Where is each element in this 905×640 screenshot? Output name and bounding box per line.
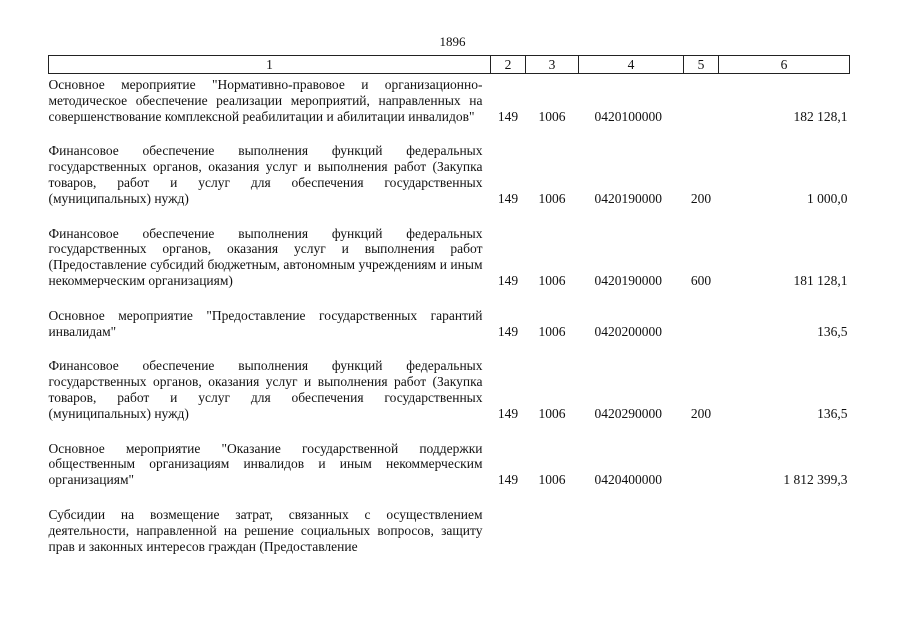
target-article-code: 0420400000 [594,472,662,488]
section-code [526,507,579,573]
ministry-code: 149 [497,272,519,288]
target-article-code: 0420100000 [594,108,662,124]
expense-type-code [684,308,719,359]
row-description: Финансовое обеспечение выполнения функций федеральных государственных органов, оказания услуг и выполнения работ (Предоставление субсидий бюджетным, автономным учреждениям и иным некоммерческим организациям) [48,225,483,288]
column-header-2: 2 [491,56,526,74]
column-header-3: 3 [526,56,579,74]
amount: 136,5 [817,323,848,339]
ministry-code: 149 [497,190,519,206]
section-code: 1006 [538,323,566,339]
table-row [49,507,850,573]
target-article-code: 0420190000 [594,190,662,206]
ministry-code: 149 [497,108,519,124]
column-header-6: 6 [719,56,850,74]
row-description: Финансовое обеспечение выполнения функций федеральных государственных органов, оказания услуг и выполнения работ (Закупка товаров, работ и услуг для обеспечения государственных (муниципальных) нужд) [48,358,483,421]
expense-type-code [684,74,719,144]
table-row [49,358,850,440]
page-number: 1896 [439,34,466,49]
column-header-1: 1 [49,56,491,74]
section-code: 1006 [538,405,566,421]
ministry-code [491,507,526,573]
ministry-code: 149 [497,323,519,339]
header-row [49,56,850,74]
table-row [49,143,850,225]
section-code: 1006 [538,472,566,488]
target-article-code: 0420190000 [594,272,662,288]
row-description: Основное мероприятие "Предоставление государственных гарантий инвалидам" [48,307,483,339]
expense-type-code: 200 [690,405,712,421]
target-article-code: 0420200000 [594,323,662,339]
row-description: Основное мероприятие "Оказание государственной поддержки общественным организациям инвалидов и иным некоммерческим организациям" [48,440,483,488]
amount: 181 128,1 [793,272,848,288]
amount: 182 128,1 [793,108,848,124]
amount: 1 812 399,3 [783,472,848,488]
budget-table [48,55,850,573]
expense-type-code: 200 [690,190,712,206]
section-code: 1006 [538,272,566,288]
table-row [49,308,850,359]
section-code: 1006 [538,108,566,124]
row-description: Основное мероприятие "Нормативно-правовое и организационно-методическое обеспечение реализации мероприятий, направленных на совершенствование комплексной реабилитации и абилитации инвалидов" [48,77,483,124]
expense-type-code [684,441,719,507]
row-description: Финансовое обеспечение выполнения функций федеральных государственных органов, оказания услуг и выполнения работ (Закупка товаров, работ и услуг для обеспечения государственных (муниципальных) нужд) [48,143,483,206]
target-article-code [579,507,684,573]
expense-type-code: 600 [690,272,712,288]
amount: 136,5 [817,405,848,421]
table-row [49,441,850,507]
expense-type-code [684,507,719,573]
column-header-4: 4 [579,56,684,74]
ministry-code: 149 [497,472,519,488]
section-code: 1006 [538,190,566,206]
table-row [49,74,850,144]
amount [719,507,850,573]
table-row [49,226,850,308]
target-article-code: 0420290000 [594,405,662,421]
ministry-code: 149 [497,405,519,421]
column-header-5: 5 [684,56,719,74]
amount: 1 000,0 [807,190,848,206]
row-description: Субсидии на возмещение затрат, связанных с осуществлением деятельности, направленной на решение социальных вопросов, защиту прав и законных интересов граждан (Предоставление [48,506,483,554]
